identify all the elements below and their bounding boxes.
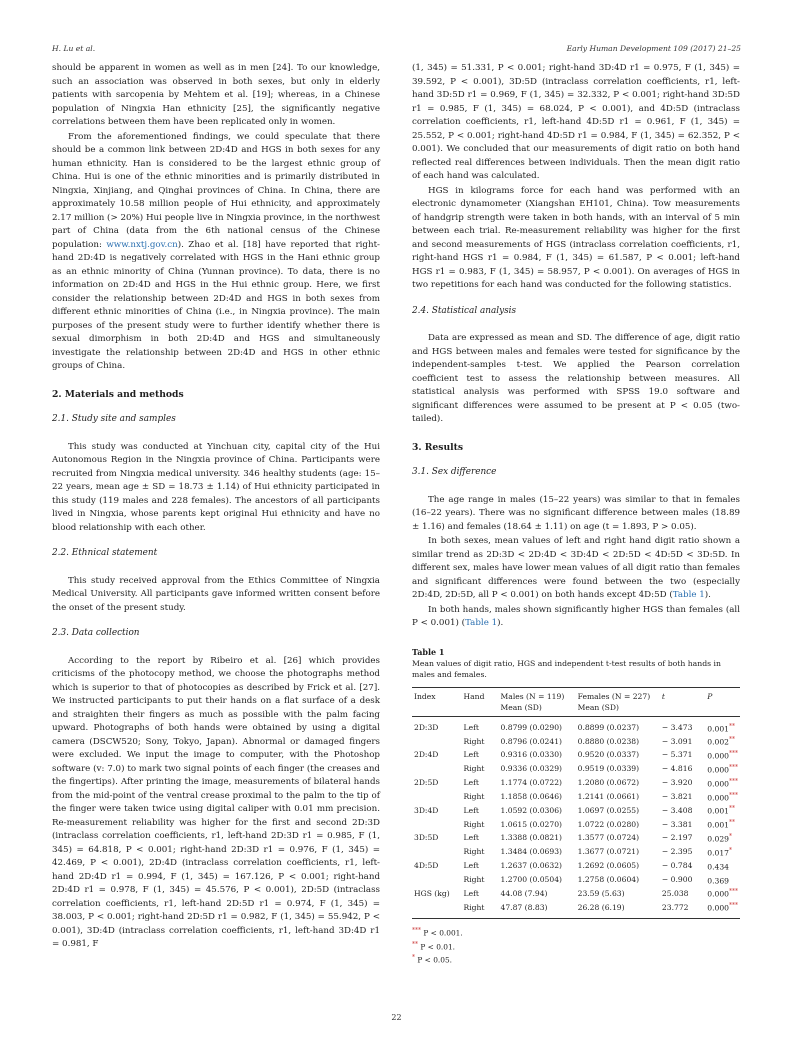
paragraph-data-collection: According to the report by Ribeiro et al. [26] which provides criticisms of the photocopy method, we choose the photographs method which is superior to that of photocopies as described by Frick et al. [27]. We instructed participants to put their hands on a flat surface of a desk and straighten their fingers as much as possible with the palm facing upward. Photographs of both hands were obtained by using a digital camera (DSCW520; Sony, Tokyo, Japan). Abnormal or damaged fingers were excluded. We input the image to computer, with the Photoshop software (v: 7.0) to mark two signal points of each finger (the creases and the fingertips). After printing the image, measurements of bilateral hands from the mid-point of the ventral crease proximal to the palm to the tip of the finger were taken twice using digital caliper with 0.01 mm precision. Re-measurement reliability was higher for the first and second 2D:3D (intraclass correlation coefficients, r1, left-hand 2D:3D r1 = 0.985, F (1, 345) = 64.818, P < 0.001; right-hand 2D:3D r1 = 0.976, F (1, 345) = 42.469, P < 0.001), 2D:4D (intraclass correlation coefficients, r1, left-hand 2D:4D r1 = 0.994, F (1, 345) = 167.126, P < 0.001; right-hand 2D:4D r1 = 0.978, F (1, 345) = 45.576, P < 0.001), 2D:5D (intraclass correlation coefficients, r1, left-hand 2D:5D r1 = 0.974, F (1, 345) = 38.003, P < 0.001; right-hand 2D:5D r1 = 0.982, F (1, 345) = 55.942, P < 0.001), 3D:4D (intraclass correlation coefficients, r1, left-hand 3D:4D r1 = 0.981, F — [52, 655, 380, 949]
cell-t: − 3.473 — [661, 722, 693, 732]
cell-p-value: 0.434 — [707, 862, 729, 872]
cell-index: HGS (kg) — [414, 888, 450, 898]
header-females-n: Females (N = 227) — [577, 691, 651, 701]
cell-females: 1.0697 (0.0255) — [577, 805, 640, 815]
cell-t: 25.038 — [661, 888, 689, 898]
cell-t: − 4.816 — [661, 764, 693, 774]
cell-hand: Left — [463, 888, 479, 898]
cell-index — [412, 900, 462, 918]
cell-females: 26.28 (6.19) — [577, 902, 625, 912]
cell-females: 1.2080 (0.0672) — [577, 778, 640, 788]
census-link[interactable]: www.nxtj.gov.cn — [106, 239, 178, 250]
table1-link[interactable]: Table 1 — [465, 618, 498, 628]
cell-males: 1.0615 (0.0270) — [500, 819, 562, 829]
significance-mark: *** — [729, 777, 738, 785]
cell-p — [705, 762, 740, 776]
cell-index: 3D:4D — [414, 805, 439, 815]
table-row — [412, 873, 740, 887]
cell-males: 0.8796 (0.0241) — [500, 736, 562, 746]
footnote-text: P < 0.05. — [417, 955, 453, 965]
cell-t: − 3.821 — [661, 791, 693, 801]
cell-p-value: 0.369 — [707, 876, 729, 886]
cell-p — [705, 831, 740, 845]
cell-males: 0.8799 (0.0290) — [500, 722, 562, 732]
paragraph-sex-hgs-text: In both hands, males shown significantly higher HGS than females (all P < 0.001) ( — [412, 604, 740, 628]
cell-index: 4D:5D — [414, 861, 439, 871]
left-column — [52, 62, 380, 952]
header-hand: Hand — [463, 691, 485, 701]
cell-t: − 3.381 — [661, 819, 693, 829]
cell-females: 1.3577 (0.0724) — [577, 833, 640, 843]
table-caption: Mean values of digit ratio, HGS and independent t-test results of both hands in males and females. — [412, 658, 721, 679]
cell-t: − 0.784 — [661, 861, 693, 871]
right-column — [412, 62, 740, 966]
cell-p-value: 0.002 — [707, 737, 729, 747]
paragraph-sex-digit — [412, 535, 740, 603]
paragraph-speculation — [52, 131, 380, 374]
cell-t: − 3.920 — [661, 778, 693, 788]
cell-index: 2D:5D — [414, 778, 439, 788]
cell-hand: Right — [463, 819, 485, 829]
subsection-heading-stats: 2.4. Statistical analysis — [412, 305, 517, 316]
header-females — [576, 687, 656, 716]
paragraph-stats: Data are expressed as mean and SD. The difference of age, digit ratio and HGS between males and females were tested for significance by the independent-samples t-test. We applied the Pearson correlation coefficient test to assess the relationship between measures. All statistical analysis was performed with SPSS 19.0 software and significant differences were assumed to be present at P < 0.05 (two-tailed). — [412, 333, 740, 424]
footnote-mark: ** — [412, 940, 418, 948]
cell-index — [412, 734, 462, 748]
significance-mark: * — [729, 833, 732, 841]
cell-hand: Left — [463, 861, 479, 871]
table-row — [412, 859, 740, 873]
cell-females: 23.59 (5.63) — [577, 888, 625, 898]
cell-index — [412, 790, 462, 804]
paragraph-intro-cont: should be apparent in women as well as in men [24]. To our knowledge, such an association was observed in both sexes, but only in elderly patients with sarcopenia by Mehtem et al. [19]; whereas, in a Chinese population of Ningxia Han ethnicity [25], the significantly negative correlations between them have been replicated only in women. — [52, 63, 380, 127]
header-females-mean: Mean (SD) — [577, 702, 619, 712]
cell-p — [705, 776, 740, 790]
footnote-mark: *** — [412, 927, 421, 935]
running-header-authors: H. Lu et al. — [52, 44, 96, 53]
footnote-text: P < 0.01. — [420, 942, 456, 952]
paragraph-sex-digit-end: ). — [704, 590, 711, 600]
cell-males: 1.3484 (0.0693) — [500, 847, 562, 857]
significance-mark: ** — [729, 736, 735, 744]
cell-p-value: 0.000 — [707, 779, 729, 789]
cell-males: 1.0592 (0.0306) — [500, 805, 562, 815]
cell-p-value: 0.001 — [707, 820, 729, 830]
table-row — [412, 716, 740, 734]
cell-p-value: 0.001 — [707, 807, 729, 816]
paragraph-hgs: HGS in kilograms force for each hand was performed with an electronic dynamometer (Xiangshan EH101, China). Tow measurements of handgrip strength were taken in both hands, with an interval of 5 min between each trial. Re-measurement reliability was higher for the first and second measurements of HGS (intraclass correlation coefficients, r1, right-hand HGS r1 = 0.984, F (1, 345) = 61.587, P < 0.001; left-hand HGS r1 = 0.983, F (1, 345) = 58.957, P < 0.001). On averages of HGS in two repetitions for each hand was conducted for the following statistics. — [412, 185, 740, 290]
cell-t: − 2.395 — [661, 847, 693, 857]
cell-t: − 3.091 — [661, 736, 693, 746]
paragraph-speculation-text: From the aforementioned findings, we could speculate that there should be a common link between 2D:4D and HGS in both sexes for any human ethnicity. Han is considered to be the largest ethnic group of China. Hui is one of the ethnic minorities and is primarily distributed in Ningxia, Xinjiang, and Qinghai provinces of China. In China, there are approximately 10.58 million people of Hui ethnicity, and approximately 2.17 million (> 20%) Hui people live in Ningxia province, in the northwest part of China (data from the 6th national census of the Chinese population: — [52, 131, 380, 250]
cell-females: 1.2692 (0.0605) — [577, 861, 640, 871]
section-heading-methods: 2. Materials and methods — [52, 388, 184, 400]
cell-index: 2D:4D — [414, 750, 439, 760]
cell-index: 2D:3D — [414, 722, 439, 732]
paragraph-sex-hgs-end: ). — [497, 618, 504, 628]
table-row — [412, 845, 740, 859]
cell-p-value: 0.000 — [707, 889, 729, 899]
footnote — [412, 925, 740, 938]
table-row — [412, 790, 740, 804]
cell-index — [412, 762, 462, 776]
subsection-heading-data: 2.3. Data collection — [52, 628, 140, 638]
table-row — [412, 803, 740, 817]
cell-p-value: 0.000 — [707, 765, 729, 775]
cell-hand: Right — [463, 874, 485, 884]
section-heading-results: 3. Results — [412, 441, 464, 453]
table-title: Table 1 — [412, 646, 445, 657]
cell-hand: Right — [463, 847, 485, 857]
cell-females: 0.8899 (0.0237) — [577, 722, 640, 732]
cell-males: 0.9336 (0.0329) — [500, 764, 562, 774]
cell-p — [705, 748, 740, 762]
significance-mark: * — [729, 846, 732, 854]
cell-t: − 2.197 — [661, 833, 693, 843]
cell-index — [412, 845, 462, 859]
cell-p — [705, 734, 740, 748]
cell-hand: Left — [463, 833, 479, 843]
table1-link[interactable]: Table 1 — [672, 590, 705, 600]
footnote-mark: * — [412, 954, 415, 962]
cell-hand: Left — [463, 750, 479, 760]
table-row — [412, 762, 740, 776]
header-males-n: Males (N = 119) — [500, 691, 565, 701]
results-table — [412, 687, 740, 920]
significance-mark: ** — [729, 722, 735, 730]
significance-mark: ** — [729, 819, 735, 827]
cell-males: 1.1774 (0.0722) — [500, 778, 562, 788]
cell-males: 1.3388 (0.0821) — [500, 833, 562, 843]
cell-p — [705, 803, 740, 817]
cell-males: 1.2637 (0.0632) — [500, 861, 562, 871]
cell-p — [705, 817, 740, 831]
cell-t: − 3.408 — [661, 805, 693, 815]
cell-females: 1.2758 (0.0604) — [577, 874, 640, 884]
cell-p-value: 0.017 — [707, 848, 729, 858]
cell-p — [705, 886, 740, 900]
cell-index — [412, 873, 462, 887]
cell-females: 1.0722 (0.0280) — [577, 819, 640, 829]
cell-males: 47.87 (8.83) — [500, 902, 548, 912]
subsection-heading-sex: 3.1. Sex difference — [412, 467, 497, 477]
cell-hand: Left — [463, 805, 479, 815]
header-males — [499, 687, 576, 716]
table-row — [412, 900, 740, 918]
cell-females: 0.8880 (0.0238) — [577, 736, 640, 746]
subsection-heading-ethics: 2.2. Ethnical statement — [52, 548, 158, 558]
footnote — [412, 952, 740, 965]
cell-p — [705, 845, 740, 859]
paragraph-sex-age: The age range in males (15–22 years) was similar to that in females (16–22 years). There was no significant difference between males (18.89 ± 1.16) and females (18.64 ± 1.11) on age (t = 1.893, P > 0.05). — [412, 494, 740, 532]
cell-index — [412, 817, 462, 831]
cell-p-value: 0.000 — [707, 751, 729, 761]
footnote-text: P < 0.001. — [423, 928, 463, 938]
cell-females: 1.3677 (0.0721) — [577, 847, 640, 857]
paragraph-reliability-cont: (1, 345) = 51.331, P < 0.001; right-hand 3D:4D r1 = 0.975, F (1, 345) = 39.592, P < 0.001), 3D:5D (intraclass correlation coefficients, r1, left-hand 3D:5D r1 = 0.969, F (1, 345) = 32.332, P < 0.001; right-hand 3D:5D r1 = 0.985, F (1, 345) = 68.024, P < 0.001), and 4D:5D (intraclass correlation coefficients, r1, left-hand 4D:5D r1 = 0.961, F (1, 345) = 25.552, P < 0.001; right-hand 4D:5D r1 = 0.984, F (1, 345) = 62.352, P < 0.001). We concluded that our measurements of digit ratio on both hand reflected real differences between individuals. Then the mean digit ratio of each hand was calculated. — [412, 63, 740, 181]
significance-mark: *** — [729, 791, 738, 799]
subsection-heading-site: 2.1. Study site and samples — [52, 414, 176, 424]
significance-mark: ** — [729, 805, 735, 813]
cell-t: − 0.900 — [661, 874, 693, 884]
cell-p — [705, 873, 740, 887]
cell-males: 44.08 (7.94) — [500, 888, 548, 898]
paragraph-site: This study was conducted at Yinchuan city, capital city of the Hui Autonomous Region in the Ningxia province of China. Participants were recruited from Ningxia medical university. 346 healthy students (age: 15–22 years, mean age ± SD = 18.73 ± 1.14) of Hui ethnicity participated in this study (119 males and 228 females). The ancestors of all participants lived in Ningxia, whose parents kept original Hui ethnicity and have no blood relationship with each other. — [52, 441, 380, 533]
cell-females: 1.2141 (0.0661) — [577, 791, 640, 801]
cell-index: 3D:5D — [414, 833, 439, 843]
header-t: t — [661, 691, 665, 701]
table-row — [412, 748, 740, 762]
table-row — [412, 886, 740, 900]
cell-p — [705, 859, 740, 873]
cell-t: 23.772 — [661, 902, 689, 912]
table-row — [412, 776, 740, 790]
cell-p — [705, 716, 740, 734]
cell-hand: Right — [463, 764, 485, 774]
cell-hand: Left — [463, 778, 479, 788]
significance-mark: *** — [729, 750, 738, 758]
page-number: 22 — [391, 1013, 402, 1022]
significance-mark: *** — [729, 902, 738, 910]
paragraph-sex-hgs — [412, 604, 740, 631]
header-index: Index — [414, 691, 436, 701]
significance-mark: *** — [729, 763, 738, 771]
table-row — [412, 831, 740, 845]
cell-hand: Right — [463, 791, 485, 801]
cell-females: 0.9520 (0.0337) — [577, 750, 640, 760]
cell-t: − 5.371 — [661, 750, 693, 760]
table-header-row — [412, 687, 740, 716]
cell-males: 1.1858 (0.0646) — [500, 791, 562, 801]
footnote — [412, 939, 740, 952]
cell-p-value: 0.001 — [707, 724, 729, 734]
cell-p — [705, 790, 740, 804]
cell-males: 1.2700 (0.0504) — [500, 874, 562, 884]
significance-mark: *** — [729, 888, 738, 896]
table-row — [412, 817, 740, 831]
table-body — [412, 716, 740, 919]
cell-hand: Right — [463, 736, 485, 746]
cell-hand: Right — [463, 902, 485, 912]
cell-p-value: 0.000 — [707, 903, 729, 913]
cell-p-value: 0.029 — [707, 834, 729, 844]
header-p: P — [707, 691, 713, 701]
running-header-journal: Early Human Development 109 (2017) 21–25 — [566, 44, 741, 53]
paragraph-sex-digit-text: In both sexes, mean values of left and right hand digit ratio shown a similar trend as 2D:3D < 2D:4D < 3D:4D < 2D:5D < 4D:5D < 3D:5D. In different sex, males have lower mean values of all digit ratio than females and significant differences were found between the two (especially 2D:4D, 2D:5D, all P < 0.001) on both hands except 4D:5D ( — [412, 536, 740, 600]
table-row — [412, 734, 740, 748]
cell-females: 0.9519 (0.0339) — [577, 764, 640, 774]
header-males-mean: Mean (SD) — [500, 702, 542, 712]
paragraph-ethics: This study received approval from the Ethics Committee of Ningxia Medical University. All participants gave informed written consent before the onset of the present study. — [52, 575, 380, 613]
cell-p-value: 0.000 — [707, 793, 729, 803]
table-footnotes — [412, 925, 740, 965]
cell-hand: Left — [463, 722, 479, 732]
cell-p — [705, 900, 740, 918]
paragraph-speculation-rest: ). Zhao et al. [18] have reported that right-hand 2D:4D is negatively correlated with HGS in the Hani ethnic group as an ethnic minority of China (Yunnan province). To data, there is no information on 2D:4D and HGS in the Hui ethnic group. Here, we first consider the relationship between 2D:4D and HGS in both sexes from different ethnic minorities of China (i.e., in Ningxia province). The main purposes of the present study were to further identify whether there is sexual dimorphism in both 2D:4D and HGS and simultaneously investigate the relationship between 2D:4D and HGS in other ethnic groups of China. — [52, 239, 380, 371]
cell-males: 0.9316 (0.0330) — [500, 750, 562, 760]
